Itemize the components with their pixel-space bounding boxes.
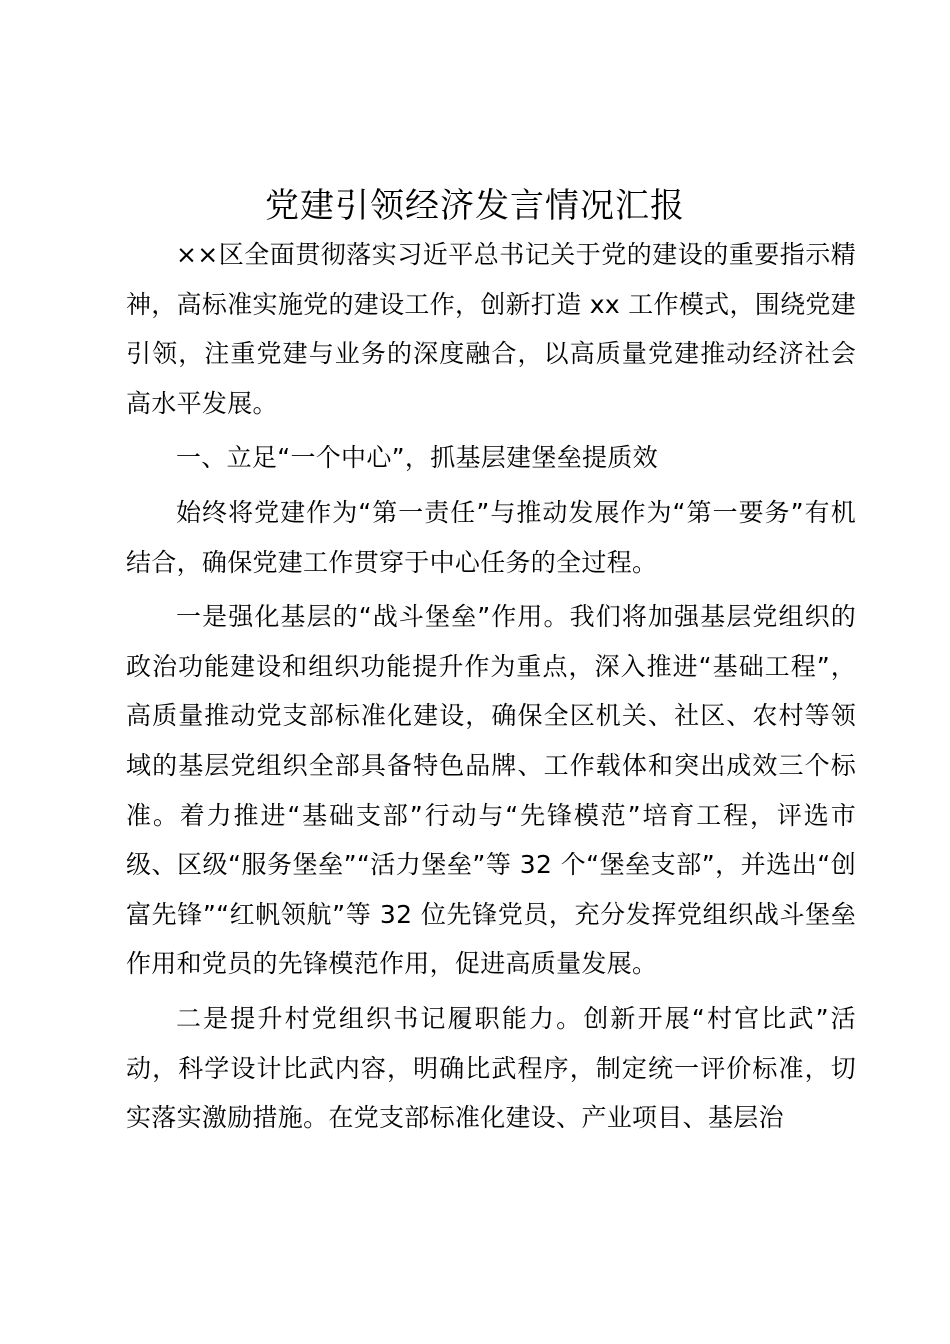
section-heading-1: 一、立足“一个中心”，抓基层建堡垒提质效 [176, 443, 658, 473]
document-body [126, 230, 856, 1143]
point-2-paragraph: 二是提升村党组织书记履职能力。创新开展“村官比武”活动，科学设计比武内容，明确比武程序，制定统一评价标准，切实落实激励措施。在党支部标准化建设、产业项目、基层治 [126, 1003, 856, 1133]
point-1-paragraph: 一是强化基层的“战斗堡垒”作用。我们将加强基层党组织的政治功能建设和组织功能提升作为重点，深入推进“基础工程”，高质量推动党支部标准化建设，确保全区机关、社区、农村等领域的基层党组织全部具备特色品牌、工作载体和突出成效三个标准。着力推进“基础支部”行动与“先锋模范”培育工程，评选市级、区级“服务堡垒”“活力堡垒”等 32 个“堡垒支部”，并选出“创富先锋”“红帆领航”等 32 位先锋党员，充分发挥党组织战斗堡垒作用和党员的先锋模范作用，促进高质量发展。 [126, 602, 856, 979]
section-1-paragraph: 始终将党建作为“第一责任”与推动发展作为“第一要务”有机结合，确保党建工作贯穿于中心任务的全过程。 [126, 497, 856, 577]
intro-paragraph: ××区全面贯彻落实习近平总书记关于党的建设的重要指示精神，高标准实施党的建设工作，创新打造 xx 工作模式，围绕党建引领，注重党建与业务的深度融合，以高质量党建推动经济社会高水平发展。 [126, 240, 856, 418]
document-title: 党建引领经济发言情况汇报 [265, 186, 685, 226]
